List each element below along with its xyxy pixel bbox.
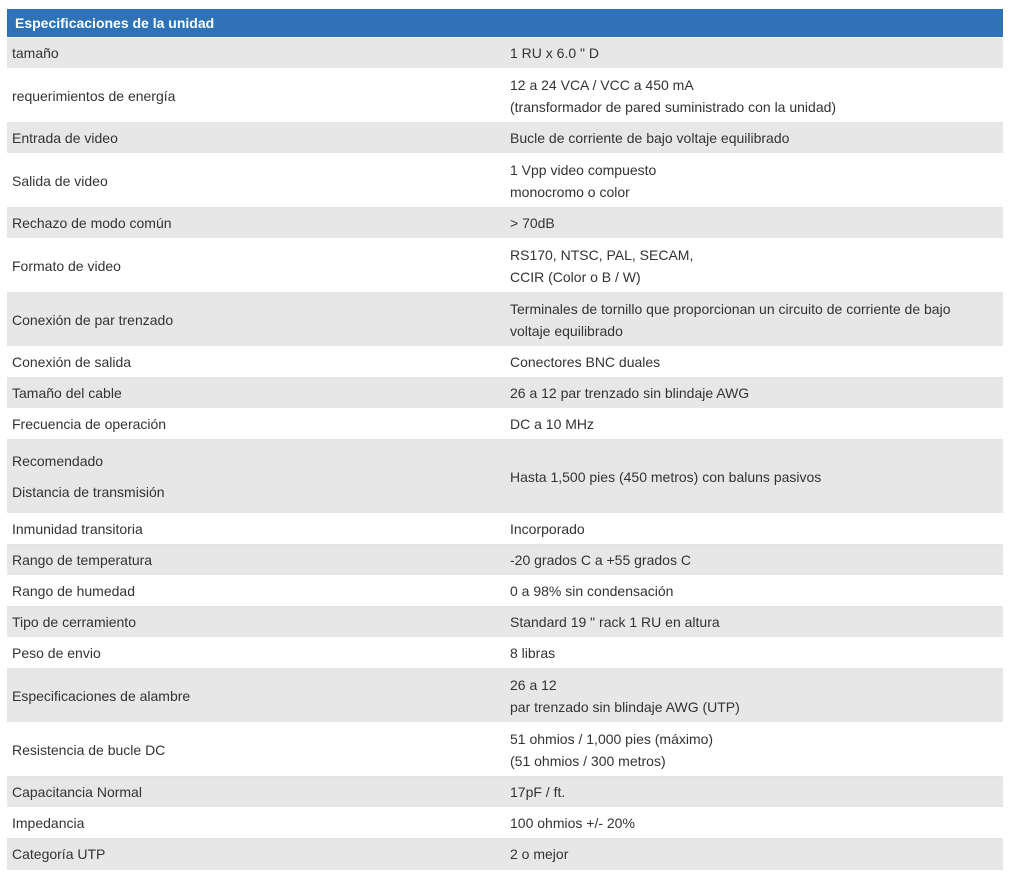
spec-value: 8 libras bbox=[510, 645, 556, 661]
spec-label-cell bbox=[7, 777, 505, 808]
spec-label-cell bbox=[7, 69, 505, 123]
table-row bbox=[7, 378, 1003, 409]
header-row bbox=[7, 9, 1003, 38]
spec-value-cell bbox=[505, 378, 1003, 409]
spec-value-cell bbox=[505, 607, 1003, 638]
spec-value: Standard 19 " rack 1 RU en altura bbox=[510, 614, 720, 630]
spec-label-cell bbox=[7, 123, 505, 154]
spec-value: 100 ohmios +/- 20% bbox=[510, 815, 635, 831]
spec-label: Recomendado bbox=[12, 452, 104, 469]
spec-value: -20 grados C a +55 grados C bbox=[510, 552, 691, 568]
spec-label-cell bbox=[7, 38, 505, 69]
spec-value: CCIR (Color o B / W) bbox=[510, 268, 641, 285]
spec-label: Inmunidad transitoria bbox=[12, 521, 143, 537]
table-row bbox=[7, 239, 1003, 293]
spec-value: Incorporado bbox=[510, 521, 585, 537]
spec-table-container bbox=[7, 9, 1003, 870]
spec-label: Tipo de cerramiento bbox=[12, 614, 136, 630]
spec-value-cell bbox=[505, 638, 1003, 669]
spec-label: Distancia de transmisión bbox=[12, 483, 165, 500]
table-row bbox=[7, 409, 1003, 440]
spec-value: (transformador de pared suministrado con la unidad) bbox=[510, 98, 837, 115]
spec-value: 26 a 12 par trenzado sin blindaje AWG bbox=[510, 385, 750, 401]
spec-value: Bucle de corriente de bajo voltaje equilibrado bbox=[510, 130, 790, 146]
table-row bbox=[7, 723, 1003, 777]
spec-value: Hasta 1,500 pies (450 metros) con baluns pasivos bbox=[510, 468, 822, 485]
table-row bbox=[7, 347, 1003, 378]
table-row bbox=[7, 607, 1003, 638]
table-row bbox=[7, 123, 1003, 154]
spec-label-cell bbox=[7, 378, 505, 409]
spec-label-cell bbox=[7, 208, 505, 239]
spec-label-cell bbox=[7, 239, 505, 293]
spec-value-cell bbox=[505, 154, 1003, 208]
spec-value: 12 a 24 VCA / VCC a 450 mA bbox=[510, 76, 694, 93]
table-row bbox=[7, 839, 1003, 870]
spec-label-cell bbox=[7, 409, 505, 440]
spec-value-cell bbox=[505, 38, 1003, 69]
spec-value-cell bbox=[505, 69, 1003, 123]
spec-label: Capacitancia Normal bbox=[12, 784, 142, 800]
table-row bbox=[7, 514, 1003, 545]
table-title: Especificaciones de la unidad bbox=[7, 9, 1003, 38]
spec-label-cell bbox=[7, 293, 505, 347]
spec-value: 51 ohmios / 1,000 pies (máximo) bbox=[510, 730, 714, 747]
spec-label: Rango de humedad bbox=[12, 583, 135, 599]
spec-label: Peso de envio bbox=[12, 645, 101, 661]
spec-value-cell bbox=[505, 293, 1003, 347]
spec-label: tamaño bbox=[12, 45, 59, 61]
spec-label-cell bbox=[7, 839, 505, 870]
spec-value-cell bbox=[505, 440, 1003, 514]
spec-label: Especificaciones de alambre bbox=[12, 687, 191, 704]
table-row bbox=[7, 69, 1003, 123]
spec-value-cell bbox=[505, 777, 1003, 808]
spec-label-cell bbox=[7, 638, 505, 669]
spec-label: Conexión de par trenzado bbox=[12, 311, 174, 328]
table-row bbox=[7, 208, 1003, 239]
spec-value-cell bbox=[505, 839, 1003, 870]
spec-value-cell bbox=[505, 576, 1003, 607]
spec-label-cell bbox=[7, 576, 505, 607]
spec-value-cell bbox=[505, 669, 1003, 723]
spec-label: Rango de temperatura bbox=[12, 552, 153, 568]
spec-value-cell bbox=[505, 545, 1003, 576]
table-row bbox=[7, 777, 1003, 808]
spec-label-cell bbox=[7, 723, 505, 777]
spec-label-cell bbox=[7, 669, 505, 723]
spec-label: Salida de video bbox=[12, 172, 108, 189]
spec-table bbox=[7, 9, 1003, 870]
spec-value: voltaje equilibrado bbox=[510, 322, 623, 339]
spec-value: 2 o mejor bbox=[510, 846, 569, 863]
table-row bbox=[7, 808, 1003, 839]
spec-value: Conectores BNC duales bbox=[510, 354, 661, 370]
spec-label: Conexión de salida bbox=[12, 354, 132, 370]
spec-label-cell bbox=[7, 514, 505, 545]
spec-label: Rechazo de modo común bbox=[12, 215, 172, 231]
table-row bbox=[7, 154, 1003, 208]
spec-body bbox=[7, 38, 1003, 870]
spec-label-cell bbox=[7, 347, 505, 378]
spec-value: Terminales de tornillo que proporcionan un circuito de corriente de bajo bbox=[510, 300, 951, 317]
spec-label-cell bbox=[7, 808, 505, 839]
spec-label: Entrada de video bbox=[12, 130, 118, 146]
spec-label: Resistencia de bucle DC bbox=[12, 741, 166, 758]
spec-label: Tamaño del cable bbox=[12, 385, 122, 401]
spec-value-cell bbox=[505, 239, 1003, 293]
spec-value: > 70dB bbox=[510, 215, 555, 231]
table-row bbox=[7, 638, 1003, 669]
spec-value-cell bbox=[505, 347, 1003, 378]
spec-value: RS170, NTSC, PAL, SECAM, bbox=[510, 246, 694, 263]
spec-value-cell bbox=[505, 208, 1003, 239]
spec-label: Formato de video bbox=[12, 257, 121, 274]
spec-value-cell bbox=[505, 514, 1003, 545]
spec-value: monocromo o color bbox=[510, 183, 630, 200]
table-row bbox=[7, 545, 1003, 576]
spec-value: 17pF / ft. bbox=[510, 784, 566, 800]
spec-value-cell bbox=[505, 409, 1003, 440]
spec-value: 1 RU x 6.0 " D bbox=[510, 45, 599, 61]
table-row bbox=[7, 293, 1003, 347]
spec-value-cell bbox=[505, 808, 1003, 839]
spec-label-cell bbox=[7, 440, 505, 514]
spec-value: 1 Vpp video compuesto bbox=[510, 161, 657, 178]
spec-label: Categoría UTP bbox=[12, 846, 106, 863]
spec-label-cell bbox=[7, 545, 505, 576]
table-row bbox=[7, 576, 1003, 607]
spec-label: Impedancia bbox=[12, 815, 85, 831]
spec-label-cell bbox=[7, 154, 505, 208]
spec-value: 26 a 12 bbox=[510, 676, 557, 693]
spec-label-cell bbox=[7, 607, 505, 638]
spec-value: 0 a 98% sin condensación bbox=[510, 583, 674, 599]
spec-value-cell bbox=[505, 123, 1003, 154]
spec-label: requerimientos de energía bbox=[12, 87, 176, 104]
table-row bbox=[7, 669, 1003, 723]
spec-value: (51 ohmios / 300 metros) bbox=[510, 752, 666, 769]
spec-value: par trenzado sin blindaje AWG (UTP) bbox=[510, 698, 740, 715]
spec-value-cell bbox=[505, 723, 1003, 777]
table-row bbox=[7, 440, 1003, 514]
spec-label: Frecuencia de operación bbox=[12, 416, 167, 432]
table-row bbox=[7, 38, 1003, 69]
spec-value: DC a 10 MHz bbox=[510, 416, 595, 432]
